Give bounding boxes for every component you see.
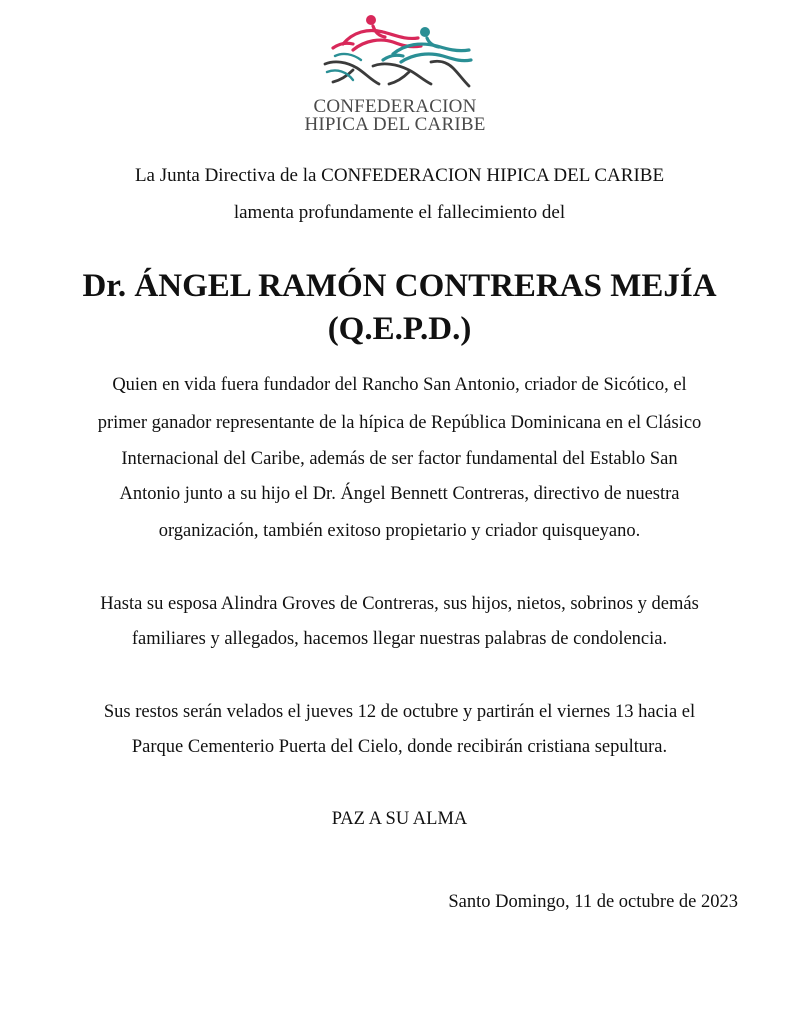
paragraph1-line: Antonio junto a su hijo el Dr. Ángel Bennett Contreras, directivo de nuestra — [119, 484, 680, 504]
logo-text-line1: CONFEDERACION — [313, 96, 477, 117]
paragraph1-line: primer ganador representante de la hípica de República Dominicana en el Clásico — [97, 413, 702, 433]
logo — [295, 10, 495, 135]
horse-racing-logo-icon — [313, 10, 478, 92]
closing-text: PAZ A SU ALMA — [331, 809, 468, 829]
place-and-date: Santo Domingo, 11 de octubre de 2023 — [448, 892, 738, 912]
paragraph2-line: familiares y allegados, hacemos llegar nuestras palabras de condolencia. — [131, 629, 668, 649]
paragraph1-line: Quien en vida fuera fundador del Rancho San Antonio, criador de Sicótico, el — [112, 375, 687, 395]
paragraph1-line: organización, también exitoso propietario y criador quisqueyano. — [158, 521, 641, 541]
deceased-name: Dr. ÁNGEL RAMÓN CONTRERAS MEJÍA — [82, 268, 717, 304]
paragraph1-line: Internacional del Caribe, además de ser factor fundamental del Establo San — [121, 449, 678, 469]
intro-line-1: La Junta Directiva de la CONFEDERACION HIPICA DEL CARIBE — [134, 165, 665, 186]
intro-line-2: lamenta profundamente el fallecimiento del — [233, 202, 566, 223]
paragraph2-line: Hasta su esposa Alindra Groves de Contreras, sus hijos, nietos, sobrinos y demás — [100, 594, 699, 614]
deceased-qepd: (Q.E.P.D.) — [327, 311, 472, 347]
logo-text-line2: HIPICA DEL CARIBE — [304, 114, 486, 135]
paragraph3-line: Sus restos serán velados el jueves 12 de octubre y partirán el viernes 13 hacia el — [103, 702, 696, 722]
paragraph3-line: Parque Cementerio Puerta del Cielo, donde recibirán cristiana sepultura. — [131, 737, 668, 757]
